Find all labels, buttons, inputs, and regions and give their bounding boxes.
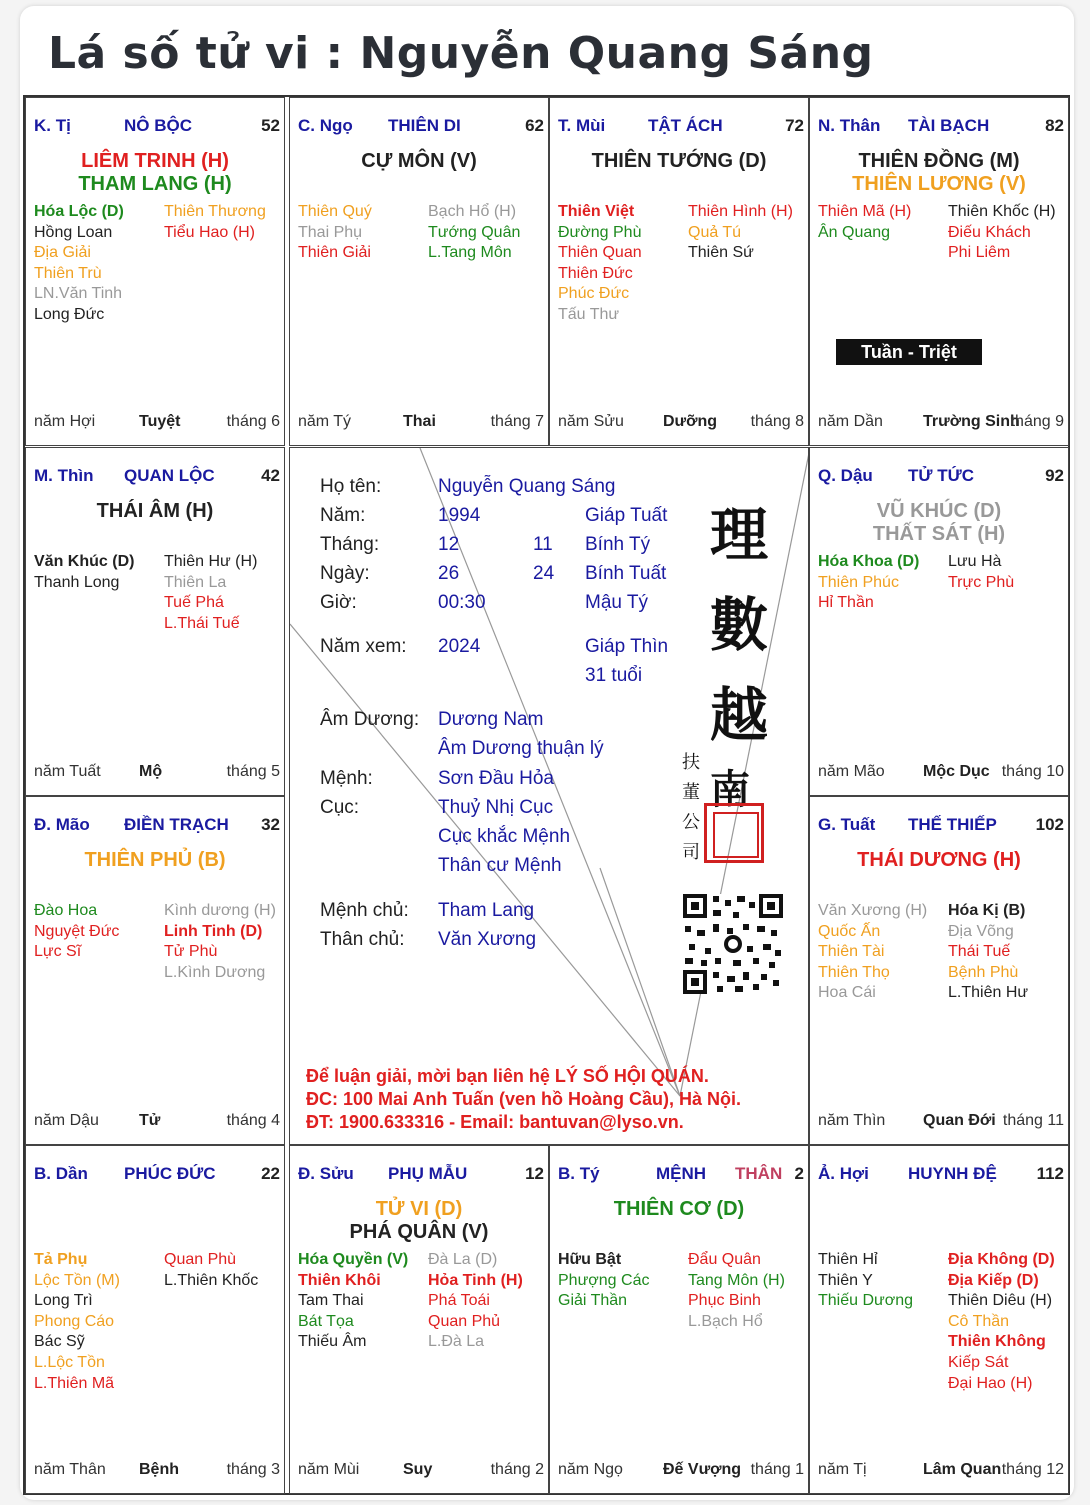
palace-footer: [34, 1461, 280, 1481]
minor-star: Địa Không (D): [948, 1251, 1055, 1268]
minor-star: Hóa Quyền (V): [298, 1251, 409, 1268]
minor-star: Cô Thần: [948, 1312, 1010, 1330]
minor-star: Tuế Phá: [164, 594, 224, 612]
minor-star: Long Đức: [34, 306, 105, 323]
minor-star: Tướng Quân: [428, 223, 521, 241]
aspect-line: [600, 868, 680, 1096]
minor-star: Thiếu Dương: [818, 1292, 914, 1310]
palace-number: 22: [261, 1164, 280, 1183]
minor-star: Địa Giải: [34, 244, 91, 262]
major-star: LIÊM TRINH (H): [81, 150, 229, 172]
minor-star: Lực Sĩ: [34, 943, 82, 961]
minor-star: Thiên Việt: [558, 203, 635, 220]
page-title: Lá số tử vi : Nguyễn Quang Sáng: [48, 28, 874, 79]
palace-name: ĐIỀN TRẠCH: [124, 815, 229, 834]
than-marker: THÂN: [735, 1164, 783, 1183]
thang-value: 12: [438, 534, 460, 555]
palace-hoi: [809, 1145, 1069, 1494]
palace-footer: [34, 763, 280, 783]
major-star: THAM LANG (H): [78, 173, 232, 195]
minor-star: Hỏa Tinh (H): [428, 1271, 523, 1289]
red-stamp: [704, 803, 764, 863]
minor-star: Thiên Thọ: [818, 963, 890, 981]
palace-ti: [25, 97, 285, 446]
minor-star: Địa Võng: [948, 922, 1014, 940]
palace-number: 92: [1045, 466, 1064, 485]
palace-header: [558, 1164, 804, 1186]
nam-xem-can-chi: Giáp Thìn: [585, 636, 669, 657]
palace-footer: [818, 413, 1064, 433]
minor-star: L.Lộc Tồn: [34, 1354, 105, 1371]
palace-number: 42: [261, 466, 280, 485]
palace-month: tháng 6: [226, 413, 280, 430]
major-star: THÁI DƯƠNG (H): [857, 849, 1021, 871]
palace-month: tháng 10: [1001, 763, 1064, 780]
minor-star: Thiên Sứ: [688, 244, 754, 262]
palace-month: tháng 4: [226, 1112, 280, 1129]
nam-can-chi: Giáp Tuất: [585, 505, 668, 526]
minor-star: Bát Tọa: [298, 1312, 354, 1330]
palace-ty: [549, 1145, 809, 1494]
palace-footer: [34, 413, 280, 433]
minor-star: Thiên Thương: [164, 203, 266, 220]
ngay-can-chi: Bính Tuất: [585, 563, 667, 584]
palace-branch: C. Ngọ: [298, 116, 353, 135]
than-chu-value: Văn Xương: [438, 929, 537, 950]
minor-star: Thiên Diêu (H): [948, 1292, 1053, 1310]
minor-star: Linh Tinh (D): [164, 922, 263, 940]
minor-star: Hoa Cái: [818, 984, 876, 1002]
palace-header: [34, 116, 280, 138]
minor-star: Phượng Các: [558, 1271, 650, 1289]
palace-header: [34, 1164, 280, 1186]
palace-year: năm Tý: [298, 413, 352, 430]
palace-year: năm Ngọ: [558, 1461, 623, 1478]
minor-star: Tả Phụ: [34, 1251, 88, 1268]
nam-label: Năm:: [320, 505, 366, 526]
minor-star: Ân Quang: [818, 223, 891, 241]
palace-footer: [558, 413, 804, 433]
palace-month: tháng 12: [1001, 1461, 1064, 1478]
palace-branch: G. Tuất: [818, 815, 876, 834]
nam-xem-value: 2024: [438, 636, 481, 657]
cuc-label: Cục:: [320, 797, 360, 818]
minor-star: Phong Cáo: [34, 1312, 115, 1330]
minor-star: Địa Kiếp (D): [948, 1271, 1039, 1289]
palace-year: năm Sửu: [558, 413, 624, 430]
nam-value: 1994: [438, 505, 481, 526]
palace-footer: [818, 1461, 1064, 1481]
palace-name: NÔ BỘC: [124, 116, 192, 135]
palace-number: 32: [261, 815, 280, 834]
contact-line-1: Để luận giải, mời bạn liên hệ LÝ SỐ HỘI QUÁN.: [306, 1066, 709, 1086]
seal-char: 南: [710, 766, 750, 813]
nam-xem-label: Năm xem:: [320, 636, 407, 657]
minor-star: Thiên Hư (H): [164, 553, 258, 570]
cuc-value: Thuỷ Nhị Cục: [438, 797, 554, 818]
palace-header: [34, 466, 280, 488]
palace-name: TÀI BẠCH: [908, 116, 990, 135]
life-stage: Lâm Quan: [923, 1461, 1002, 1478]
palace-header: [558, 116, 804, 138]
life-stage: Trường Sinh: [923, 413, 1020, 430]
minor-star: Thái Tuế: [948, 943, 1011, 961]
palace-name: HUYNH ĐỆ: [908, 1164, 997, 1183]
life-stage: Tử: [139, 1112, 161, 1129]
minor-star: Long Trì: [34, 1292, 93, 1310]
minor-star: Thiên Trù: [34, 264, 102, 282]
life-stage: Quan Đới: [923, 1112, 996, 1129]
am-duong-label: Âm Dương:: [320, 709, 420, 730]
than-chu-label: Thân chủ:: [320, 929, 405, 950]
tuoi-value: 31 tuổi: [585, 665, 643, 686]
minor-star: Thiên Tài: [818, 943, 885, 961]
major-star: VŨ KHÚC (D): [876, 500, 1002, 522]
minor-star: L.Đà La: [428, 1333, 485, 1351]
minor-star: L.Tang Môn: [428, 244, 512, 262]
palace-year: năm Dậu: [34, 1112, 99, 1129]
major-star: THIÊN CƠ (D): [613, 1198, 745, 1220]
seal-char: 越: [710, 681, 769, 749]
major-star: THIÊN TƯỚNG (D): [591, 150, 767, 172]
palace-footer: [558, 1461, 804, 1481]
minor-star: Bác Sỹ: [34, 1333, 85, 1351]
palace-name: PHỤ MẪU: [388, 1164, 468, 1183]
minor-star: Kình dương (H): [164, 902, 276, 919]
palace-month: tháng 1: [750, 1461, 804, 1478]
palace-name: TỬ TỨC: [908, 466, 974, 485]
menh-chu-value: Tham Lang: [438, 900, 535, 921]
palace-month: tháng 5: [226, 763, 280, 780]
seal-char: 數: [710, 591, 769, 659]
palace-name: THIÊN DI: [388, 116, 461, 135]
palace-footer: [818, 1112, 1064, 1132]
palace-month: tháng 3: [226, 1461, 280, 1478]
palace-number: 52: [261, 116, 280, 135]
minor-star: Hữu Bật: [558, 1251, 622, 1268]
palace-number: 62: [525, 116, 544, 135]
minor-star: L.Thiên Mã: [34, 1374, 115, 1392]
palace-name: TẬT ÁCH: [648, 116, 723, 135]
palace-year: năm Thìn: [818, 1112, 886, 1129]
minor-star: Lộc Tồn (M): [34, 1271, 120, 1289]
chart-grid: [23, 95, 1070, 1495]
thang-can-chi: Bính Tý: [585, 534, 651, 555]
palace-branch: Đ. Sửu: [298, 1164, 354, 1183]
palace-number: 102: [1035, 815, 1064, 834]
palace-branch: K. Tị: [34, 116, 71, 135]
minor-star: L.Thiên Khốc: [164, 1271, 259, 1289]
palace-number: 12: [525, 1164, 544, 1183]
minor-star: Tử Phù: [164, 943, 218, 961]
palace-month: tháng 8: [750, 413, 804, 430]
minor-star: Quan Phù: [164, 1251, 237, 1268]
minor-star: Thanh Long: [34, 573, 120, 591]
life-stage: Tuyệt: [139, 413, 181, 430]
minor-star: Thiên Hình (H): [688, 203, 793, 220]
center-info-panel: [289, 447, 809, 1145]
palace-branch: N. Thân: [818, 116, 881, 135]
minor-star: Đào Hoa: [34, 902, 98, 919]
life-stage: Mộ: [139, 763, 163, 780]
palace-branch: T. Mùi: [558, 116, 606, 135]
minor-star: Quả Tú: [688, 223, 742, 241]
major-star: PHÁ QUÂN (V): [349, 1221, 489, 1243]
minor-star: Thiên Khốc (H): [948, 203, 1056, 220]
palace-year: năm Hợi: [34, 413, 96, 430]
palace-footer: [298, 413, 544, 433]
company-char: 董: [682, 782, 700, 803]
major-star: THẤT SÁT (H): [872, 523, 1006, 545]
menh-chu-label: Mệnh chủ:: [320, 900, 409, 921]
minor-star: Bệnh Phù: [948, 963, 1019, 981]
palace-branch: Q. Dậu: [818, 466, 873, 485]
major-star: TỬ VI (D): [375, 1198, 463, 1220]
palace-month: tháng 9: [1010, 413, 1064, 430]
minor-star: Hóa Kị (B): [948, 902, 1026, 919]
minor-star: Hóa Lộc (D): [34, 203, 124, 220]
palace-mao: [25, 796, 285, 1145]
gio-value: 00:30: [438, 592, 486, 613]
minor-star: Quan Phủ: [428, 1312, 501, 1330]
palace-footer: [818, 763, 1064, 783]
palace-mui: [549, 97, 809, 446]
ngay-am-value: 24: [533, 563, 555, 584]
palace-name: MỆNH: [656, 1164, 707, 1183]
am-duong-note: Âm Dương thuận lý: [438, 738, 604, 759]
palace-number: 112: [1036, 1164, 1064, 1183]
minor-star: Quốc Ấn: [818, 922, 881, 940]
minor-star: Trực Phù: [948, 573, 1015, 591]
palace-number: 2: [794, 1164, 804, 1183]
palace-year: năm Thân: [34, 1461, 106, 1478]
thang-am-value: 11: [533, 534, 553, 555]
minor-star: Hỉ Thần: [818, 594, 874, 612]
ho-ten-label: Họ tên:: [320, 476, 382, 497]
minor-star: Hóa Khoa (D): [818, 553, 920, 570]
palace-branch: Ả. Hợi: [818, 1164, 869, 1183]
minor-star: Phục Binh: [688, 1292, 761, 1310]
minor-star: L.Thiên Hư: [948, 984, 1029, 1002]
palace-header: [818, 466, 1064, 488]
major-star: THIÊN ĐỒNG (M): [858, 150, 1020, 172]
minor-star: L.Kình Dương: [164, 963, 266, 981]
palace-ngo: [289, 97, 549, 446]
minor-star: Thiên Đức: [558, 264, 633, 282]
palace-dau: [809, 447, 1069, 796]
minor-star: Văn Khúc (D): [34, 553, 135, 570]
minor-star: Thiên La: [164, 573, 227, 591]
minor-star: Thiên Quý: [298, 203, 372, 220]
palace-branch: Đ. Mão: [34, 815, 90, 834]
life-stage: Thai: [403, 413, 436, 430]
minor-star: Phá Toái: [428, 1292, 490, 1310]
minor-star: Bạch Hổ (H): [428, 203, 517, 220]
seal-char: 理: [710, 501, 769, 569]
qr-code[interactable]: [683, 894, 783, 994]
minor-star: Thiên Quan: [558, 244, 642, 262]
palace-name: PHÚC ĐỨC: [124, 1164, 216, 1183]
ngay-value: 26: [438, 563, 460, 584]
palace-than: [809, 97, 1069, 446]
tuan-triet-badge: Tuần - Triệt: [836, 339, 982, 365]
palace-footer: [298, 1461, 544, 1481]
minor-star: Hồng Loan: [34, 223, 113, 241]
palace-header: [818, 116, 1064, 138]
palace-header: [298, 1164, 544, 1186]
minor-star: L.Bạch Hổ: [688, 1312, 763, 1330]
major-star: THIÊN PHỦ (B): [84, 849, 226, 871]
minor-star: Tang Môn (H): [688, 1271, 785, 1289]
minor-star: Đà La (D): [428, 1251, 498, 1268]
thang-label: Tháng:: [320, 534, 380, 555]
minor-star: Thiên Phúc: [818, 573, 899, 591]
palace-name: THẾ THIẾP: [908, 815, 997, 834]
minor-star: Lưu Hà: [948, 553, 1002, 570]
palace-month: tháng 7: [490, 413, 544, 430]
company-char: 扶: [682, 752, 700, 773]
minor-star: Thiên Mã (H): [818, 203, 912, 220]
minor-star: Nguyệt Đức: [34, 922, 120, 940]
menh-label: Mệnh:: [320, 768, 373, 789]
minor-star: LN.Văn Tinh: [34, 285, 123, 303]
life-stage: Suy: [403, 1461, 433, 1478]
minor-star: Văn Xương (H): [818, 902, 928, 919]
major-star: CỰ MÔN (V): [361, 150, 477, 172]
ho-ten-value: Nguyễn Quang Sáng: [438, 476, 616, 497]
palace-year: năm Tị: [818, 1461, 867, 1478]
palace-year: năm Mùi: [298, 1461, 360, 1478]
ngay-label: Ngày:: [320, 563, 370, 584]
contact-phone-email[interactable]: ĐT: 1900.633316 - Email: bantuvan@lyso.vn.: [306, 1112, 684, 1132]
minor-star: Đẩu Quân: [688, 1251, 761, 1268]
palace-month: tháng 11: [1002, 1112, 1064, 1129]
palace-tuat: [809, 796, 1069, 1145]
minor-star: Điếu Khách: [948, 223, 1031, 241]
minor-star: Thiên Hỉ: [818, 1251, 878, 1268]
contact-address: ĐC: 100 Mai Anh Tuấn (ven hồ Hoàng Cầu), Hà Nội.: [306, 1089, 742, 1109]
minor-star: Tấu Thư: [558, 306, 620, 323]
life-stage: Đế Vượng: [663, 1461, 742, 1478]
palace-thin: [25, 447, 285, 796]
minor-star: Thiên Không: [948, 1333, 1046, 1351]
minor-star: Đại Hao (H): [948, 1374, 1033, 1392]
minor-star: Thai Phụ: [298, 223, 363, 241]
palace-suu: [289, 1145, 549, 1494]
palace-month: tháng 2: [490, 1461, 544, 1478]
palace-year: năm Dần: [818, 413, 883, 430]
palace-branch: M. Thìn: [34, 466, 94, 485]
palace-number: 82: [1045, 116, 1064, 135]
minor-star: Giải Thần: [558, 1292, 628, 1310]
company-char: 公: [682, 812, 700, 833]
gio-can-chi: Mậu Tý: [585, 592, 649, 613]
am-duong-value: Dương Nam: [438, 709, 544, 730]
menh-value: Sơn Đầu Hỏa: [438, 768, 554, 789]
minor-star: L.Thái Tuế: [164, 614, 240, 632]
minor-star: Thiên Giải: [298, 244, 371, 262]
palace-name: QUAN LỘC: [124, 466, 215, 485]
life-stage: Bệnh: [139, 1461, 179, 1478]
palace-header: [818, 1164, 1064, 1186]
palace-header: [34, 815, 280, 837]
life-stage: Mộc Dục: [923, 763, 990, 780]
palace-number: 72: [785, 116, 804, 135]
minor-star: Đường Phù: [558, 223, 642, 241]
life-stage: Dưỡng: [663, 413, 718, 430]
palace-footer: [34, 1112, 280, 1132]
palace-header: [298, 116, 544, 138]
minor-star: Phi Liêm: [948, 244, 1011, 262]
major-star: THIÊN LƯƠNG (V): [852, 173, 1026, 195]
minor-star: Phúc Đức: [558, 285, 630, 303]
palace-dan: [25, 1145, 285, 1494]
minor-star: Tam Thai: [298, 1292, 364, 1310]
minor-star: Tiểu Hao (H): [164, 223, 255, 241]
cuc-note-2: Thân cư Mệnh: [438, 855, 562, 876]
minor-star: Thiên Y: [818, 1271, 873, 1289]
company-char: 司: [682, 842, 700, 863]
cuc-note-1: Cục khắc Mệnh: [438, 826, 571, 847]
major-star: THÁI ÂM (H): [96, 500, 214, 522]
minor-star: Kiếp Sát: [948, 1354, 1009, 1371]
palace-header: [818, 815, 1064, 837]
palace-year: năm Tuất: [34, 763, 101, 780]
gio-label: Giờ:: [320, 592, 357, 613]
minor-star: Thiên Khôi: [298, 1271, 381, 1289]
palace-branch: B. Dần: [34, 1164, 88, 1183]
qr-code-image: [683, 894, 783, 994]
palace-branch: B. Tý: [558, 1164, 600, 1183]
palace-year: năm Mão: [818, 763, 885, 780]
minor-star: Thiếu Âm: [298, 1333, 367, 1351]
company-chars: [682, 748, 704, 868]
